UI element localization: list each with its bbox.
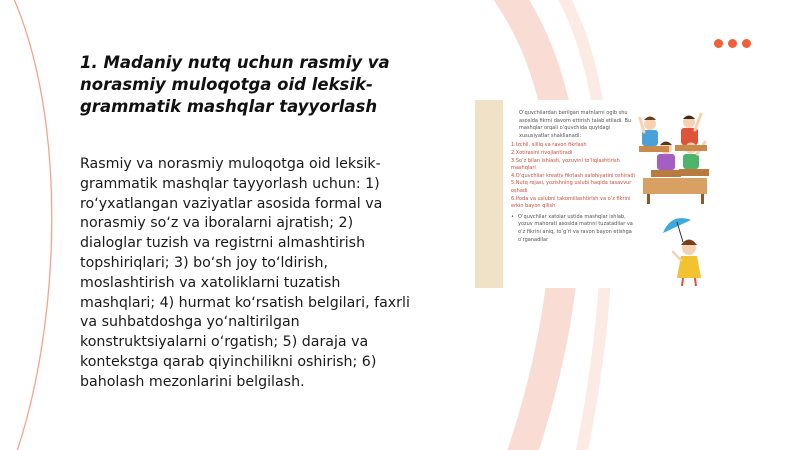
textbook-figure: [475, 100, 715, 288]
accent-dot: [742, 39, 751, 48]
accent-dot: [714, 39, 723, 48]
figure-list: [511, 142, 636, 210]
figure-list-item: 3.So‘z bilan ishlash, yozuvini to‘liqlashtirish mashqlari: [511, 157, 620, 172]
figure-intro: O‘quvchilardan berilgan matnlarni ogib shu asosida fikrni davom ettirish talab etiladi. Bu mashqlar orqali o‘quvchida quyidagi xususiyatlar shakllanadi:: [519, 110, 632, 139]
accent-dot: [728, 39, 737, 48]
figure-list-item: 2.Xotirasini rivojlantiradi: [511, 149, 573, 156]
figure-list-item: 5.Nutq rejasi, yozishning uslubi haqida tasavvur oshadi: [511, 180, 632, 194]
left-edge-arc: [10, 0, 52, 450]
figure-list-item: 6.Ifoda va uslubni takomillashtirish va o‘z fikrini erkin bayon qilish: [511, 195, 631, 210]
accent-dots: [714, 39, 751, 48]
girl-with-umbrella-figure: [663, 218, 701, 286]
figure-bullet: • O‘quvchilar xatolar ustida mashqlar ishlab, yozuv mahorati asosida matnni tuzatadilar va o‘z fikrini aniq, to‘g‘ri va ravon bayon etishga o‘rganadilar: [511, 214, 636, 244]
figure-text: [511, 110, 636, 244]
figure-list-item: 1.Izchil, silliq va ravon fikrlash: [511, 142, 587, 149]
student-middle-figure: [657, 142, 675, 171]
student-right-figure: [681, 114, 701, 145]
slide-body: Rasmiy va norasmiy muloqotga oid leksik-grammatik mashqlar tayyorlash uchun: 1) ro‘yxatlangan vaziyatlar asosida formal va norasmiy so‘z va iboralarni ajratish; 2) dialoglar tuzish va registrni almashtirish topshiriqlari; 3) bo‘sh joy to‘ldirish, moslashtirish va xatoliklarni tuzatish mashqlari; 4) hurmat ko‘rsatish belgilari, faxrli va suhbatdoshga yo‘naltirilgan konstruktsiyalarni o‘rgatish; 5) daraja va kontekstga qarab qiyinchilikni oshirish; 6) baholash mezonlarini belgilash.: [80, 156, 410, 390]
figure-side-bar: [475, 100, 503, 288]
figure-list-item: 4.O‘quvchilar kreativ fikrlash salohiyatini oshiradi: [511, 172, 635, 179]
classroom-illustration: [637, 108, 712, 288]
slide-title: 1. Madaniy nutq uchun rasmiy va norasmiy muloqotga oid leksik-grammatik mashqlar tayyorlash: [80, 53, 390, 116]
student-left-figure: [640, 117, 658, 147]
